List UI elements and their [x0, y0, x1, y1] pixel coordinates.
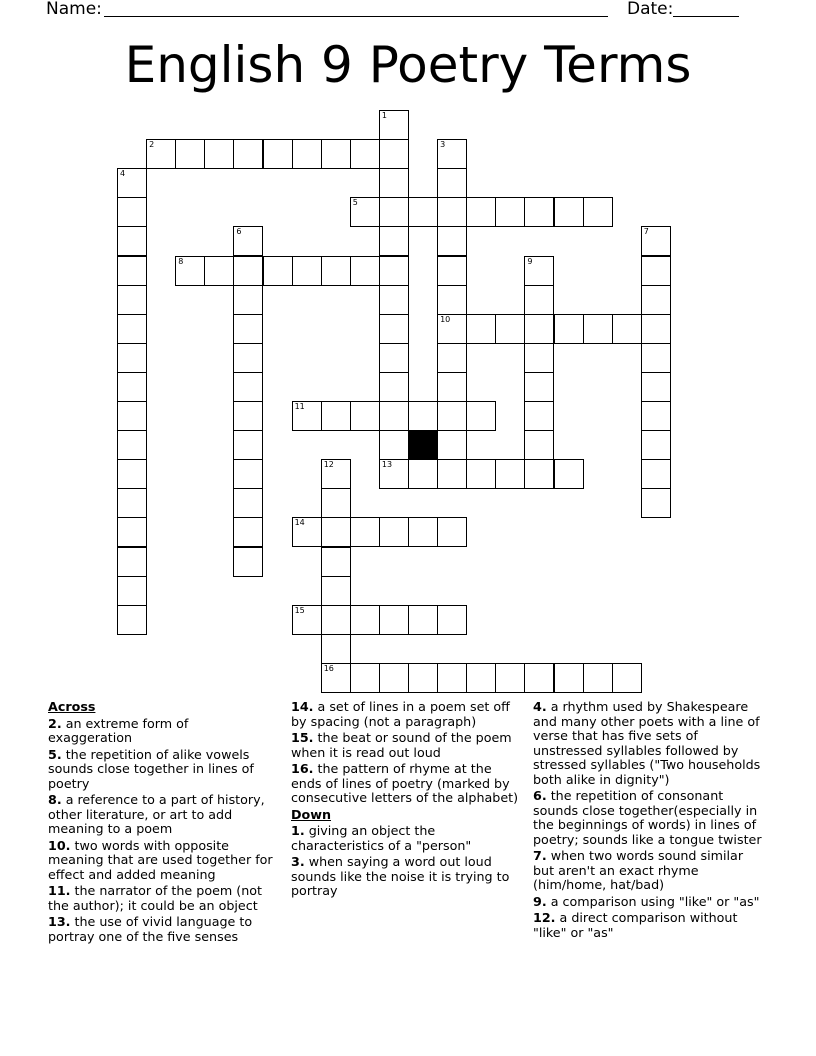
grid-cell[interactable] — [379, 343, 409, 373]
cell-number: 15 — [294, 605, 305, 615]
clue-item — [48, 839, 276, 883]
grid-cell[interactable] — [117, 314, 147, 344]
grid-cell[interactable] — [554, 314, 584, 344]
clue-number: 5. — [48, 746, 62, 762]
grid-cell[interactable] — [379, 401, 409, 431]
grid-cell[interactable] — [233, 343, 263, 373]
cell-number: 2 — [149, 140, 155, 150]
grid-cell[interactable] — [321, 401, 351, 431]
clue-item — [533, 789, 765, 847]
grid-cell[interactable] — [524, 401, 554, 431]
grid-cell[interactable] — [466, 314, 496, 344]
grid-cell[interactable] — [321, 517, 351, 547]
clue-text: when two words sound similar but aren't an exact rhyme (him/home, hat/bad) — [533, 848, 744, 892]
cell-number: 10 — [440, 314, 451, 324]
grid-cell[interactable] — [466, 459, 496, 489]
grid-cell[interactable] — [554, 459, 584, 489]
grid-cell[interactable] — [379, 168, 409, 198]
clue-number: 1. — [291, 823, 305, 838]
clue-number: 12. — [533, 910, 556, 925]
clue-text: a direct comparison without "like" or "as" — [533, 910, 738, 940]
grid-cell[interactable] — [204, 256, 234, 286]
clue-item — [48, 884, 276, 913]
grid-cell[interactable] — [408, 197, 438, 227]
grid-cell[interactable] — [117, 168, 147, 198]
grid-cell[interactable] — [350, 517, 380, 547]
grid-cell[interactable] — [379, 372, 409, 402]
grid-cell[interactable] — [321, 576, 351, 606]
grid-cell[interactable] — [466, 663, 496, 693]
grid-cell[interactable] — [321, 605, 351, 635]
grid-cell[interactable] — [233, 139, 263, 169]
grid-cell[interactable] — [379, 663, 409, 693]
grid-cell[interactable] — [612, 314, 642, 344]
grid-cell[interactable] — [437, 197, 467, 227]
clue-text: a reference to a part of history, other literature, or art to add meaning to a poem — [48, 792, 265, 836]
grid-cell[interactable] — [233, 314, 263, 344]
grid-cell[interactable] — [117, 576, 147, 606]
cell-number: 1 — [381, 111, 387, 120]
cell-number: 8 — [178, 256, 184, 266]
grid-cell[interactable] — [321, 488, 351, 518]
grid-cell[interactable] — [583, 663, 613, 693]
clue-item — [48, 748, 276, 792]
grid-cell[interactable] — [379, 256, 409, 286]
clue-item — [291, 855, 523, 899]
grid-cell[interactable] — [117, 459, 147, 489]
clue-text: the repetition of consonant sounds close together(especially in the beginnings of words) in lines of poetry; sounds like a tongue twister — [533, 788, 762, 847]
clue-item — [48, 717, 276, 746]
cell-number: 14 — [294, 518, 305, 528]
clue-text: a comparison using "like" or "as" — [546, 893, 760, 909]
grid-cell[interactable] — [641, 430, 671, 460]
grid-cell[interactable] — [379, 139, 409, 169]
clue-item — [291, 762, 523, 806]
grid-cell[interactable] — [437, 285, 467, 315]
clue-number: 14. — [291, 699, 314, 714]
clues-column-2 — [291, 700, 523, 901]
clue-text: a rhythm used by Shakespeare and many other poets with a line of verse that has five sets of unstressed syllables followed by stressed syllables ("Two households both alike in dignity") — [533, 699, 761, 787]
grid-cell[interactable] — [146, 139, 176, 169]
grid-cell[interactable] — [641, 256, 671, 286]
clue-item — [533, 911, 765, 940]
clue-item — [291, 824, 523, 853]
grid-cell[interactable] — [117, 285, 147, 315]
grid-cell[interactable] — [379, 110, 409, 140]
cell-number: 6 — [236, 227, 242, 237]
grid-cell[interactable] — [495, 197, 525, 227]
clue-number: 7. — [533, 848, 547, 863]
grid-cell[interactable] — [437, 168, 467, 198]
grid-cell[interactable] — [408, 517, 438, 547]
grid-cell[interactable] — [292, 401, 322, 431]
clue-number: 2. — [48, 715, 62, 731]
grid-cell[interactable] — [350, 197, 380, 227]
clue-item — [533, 895, 765, 910]
cell-number: 11 — [294, 402, 305, 411]
clue-item — [291, 700, 523, 729]
name-label: Name: — [46, 0, 102, 19]
grid-cell[interactable] — [233, 459, 263, 489]
grid-cell[interactable] — [292, 605, 322, 635]
cell-number: 7 — [643, 227, 649, 237]
grid-cell[interactable] — [233, 517, 263, 547]
grid-cell[interactable] — [437, 605, 467, 635]
grid-cell[interactable] — [233, 488, 263, 518]
grid-cell[interactable] — [292, 139, 322, 169]
grid-cell[interactable] — [233, 401, 263, 431]
clue-text: the repetition of alike vowels sounds close together in lines of poetry — [48, 746, 254, 791]
grid-cell[interactable] — [524, 197, 554, 227]
grid-cell[interactable] — [437, 372, 467, 402]
clues-column-3 — [533, 700, 765, 942]
cell-number: 3 — [440, 140, 446, 150]
grid-cell[interactable] — [263, 139, 293, 169]
grid-cell[interactable] — [379, 430, 409, 460]
clue-number: 3. — [291, 854, 305, 869]
grid-cell[interactable] — [437, 256, 467, 286]
grid-cell[interactable] — [321, 663, 351, 693]
grid-cell[interactable] — [350, 256, 380, 286]
grid-cell[interactable] — [437, 459, 467, 489]
cell-number: 16 — [323, 663, 334, 673]
grid-cell[interactable] — [583, 314, 613, 344]
grid-cell[interactable] — [641, 314, 671, 344]
grid-cell[interactable] — [379, 314, 409, 344]
clue-text: the narrator of the poem (not the author); it could be an object — [48, 883, 263, 913]
grid-cell[interactable] — [524, 343, 554, 373]
cell-number: 13 — [381, 460, 393, 470]
page-title: English 9 Poetry Terms — [124, 36, 692, 94]
grid-cell[interactable] — [204, 139, 234, 169]
grid-cell[interactable] — [321, 256, 351, 286]
clue-item — [48, 793, 276, 837]
date-label: Date: — [627, 0, 674, 19]
grid-cell[interactable] — [641, 488, 671, 518]
clue-text: the beat or sound of the poem when it is read out loud — [291, 730, 512, 760]
clue-number: 13. — [48, 914, 71, 929]
grid-cell[interactable] — [292, 256, 322, 286]
down-heading: Down — [291, 806, 332, 822]
grid-cell[interactable] — [437, 663, 467, 693]
cell-number: 5 — [352, 198, 358, 208]
grid-cell[interactable] — [233, 430, 263, 460]
clue-text: an extreme form of exaggeration — [48, 715, 189, 745]
grid-cell[interactable] — [117, 517, 147, 547]
grid-cell[interactable] — [379, 197, 409, 227]
grid-cell[interactable] — [466, 197, 496, 227]
grid-cell[interactable] — [350, 663, 380, 693]
grid-cell[interactable] — [117, 430, 147, 460]
grid-cell[interactable] — [379, 517, 409, 547]
grid-block — [408, 430, 438, 460]
grid-cell[interactable] — [117, 256, 147, 286]
grid-cell[interactable] — [233, 372, 263, 402]
clue-item — [48, 915, 276, 944]
clue-number: 6. — [533, 788, 547, 803]
grid-cell[interactable] — [408, 605, 438, 635]
grid-cell[interactable] — [583, 197, 613, 227]
grid-cell[interactable] — [379, 226, 409, 256]
clue-item — [533, 700, 765, 787]
clue-number: 16. — [291, 761, 314, 776]
cell-number: 9 — [527, 256, 533, 266]
grid-cell[interactable] — [379, 605, 409, 635]
grid-cell[interactable] — [350, 401, 380, 431]
grid-cell[interactable] — [408, 459, 438, 489]
grid-cell[interactable] — [117, 343, 147, 373]
grid-cell[interactable] — [437, 139, 467, 169]
clue-number: 15. — [291, 730, 314, 745]
grid-cell[interactable] — [524, 459, 554, 489]
grid-cell[interactable] — [495, 663, 525, 693]
grid-cell[interactable] — [437, 343, 467, 373]
grid-cell[interactable] — [117, 488, 147, 518]
clue-text: giving an object the characteristics of a "person" — [291, 823, 472, 853]
grid-cell[interactable] — [321, 459, 351, 489]
grid-cell[interactable] — [437, 226, 467, 256]
grid-cell[interactable] — [641, 226, 671, 256]
grid-cell[interactable] — [321, 547, 351, 577]
grid-cell[interactable] — [524, 285, 554, 315]
clue-item — [533, 849, 765, 893]
grid-cell[interactable] — [437, 517, 467, 547]
clue-text: the pattern of rhyme at the ends of lines of poetry (marked by consecutive letters of the alphabet) — [291, 761, 519, 805]
grid-cell[interactable] — [233, 547, 263, 577]
grid-cell[interactable] — [524, 314, 554, 344]
grid-cell[interactable] — [641, 285, 671, 315]
grid-cell[interactable] — [641, 372, 671, 402]
clue-number: 10. — [48, 837, 71, 853]
clue-number: 4. — [533, 699, 547, 714]
clue-number: 9. — [533, 893, 547, 909]
grid-cell[interactable] — [524, 372, 554, 402]
grid-cell[interactable] — [263, 256, 293, 286]
grid-cell[interactable] — [641, 459, 671, 489]
grid-cell[interactable] — [175, 139, 205, 169]
grid-cell[interactable] — [408, 663, 438, 693]
grid-cell[interactable] — [117, 226, 147, 256]
grid-cell[interactable] — [554, 663, 584, 693]
grid-cell[interactable] — [350, 139, 380, 169]
clue-text: the use of vivid language to portray one of the five senses — [48, 914, 253, 944]
grid-cell[interactable] — [641, 343, 671, 373]
grid-cell[interactable] — [117, 372, 147, 402]
grid-cell[interactable] — [117, 197, 147, 227]
grid-cell[interactable] — [233, 256, 263, 286]
grid-cell[interactable] — [641, 401, 671, 431]
grid-cell[interactable] — [233, 226, 263, 256]
grid-cell[interactable] — [437, 401, 467, 431]
grid-cell[interactable] — [117, 547, 147, 577]
clue-number: 8. — [48, 792, 62, 807]
grid-cell[interactable] — [292, 517, 322, 547]
grid-cell[interactable] — [408, 401, 438, 431]
grid-cell[interactable] — [321, 634, 351, 664]
grid-cell[interactable] — [117, 401, 147, 431]
grid-cell[interactable] — [612, 663, 642, 693]
clues-column-1 — [48, 700, 276, 946]
grid-cell[interactable] — [321, 139, 351, 169]
grid-cell[interactable] — [175, 256, 205, 286]
grid-cell[interactable] — [379, 285, 409, 315]
grid-cell[interactable] — [117, 605, 147, 635]
grid-cell[interactable] — [554, 197, 584, 227]
grid-cell[interactable] — [524, 663, 554, 693]
grid-cell[interactable] — [495, 314, 525, 344]
grid-cell[interactable] — [524, 430, 554, 460]
grid-cell[interactable] — [524, 256, 554, 286]
grid-cell[interactable] — [437, 430, 467, 460]
grid-cell[interactable] — [379, 459, 409, 489]
grid-cell[interactable] — [350, 605, 380, 635]
grid-cell[interactable] — [466, 401, 496, 431]
clue-text: when saying a word out loud sounds like the noise it is trying to portray — [291, 854, 510, 898]
cell-number: 4 — [120, 169, 126, 179]
grid-cell[interactable] — [437, 314, 467, 344]
across-heading: Across — [48, 699, 96, 714]
grid-cell[interactable] — [495, 459, 525, 489]
clue-text: a set of lines in a poem set off by spacing (not a paragraph) — [291, 699, 510, 729]
clue-item — [291, 731, 523, 760]
clue-text: two words with opposite meaning that are used together for effect and added meaning — [48, 837, 273, 882]
clue-number: 11. — [48, 883, 71, 898]
cell-number: 12 — [323, 460, 334, 470]
grid-cell[interactable] — [233, 285, 263, 315]
